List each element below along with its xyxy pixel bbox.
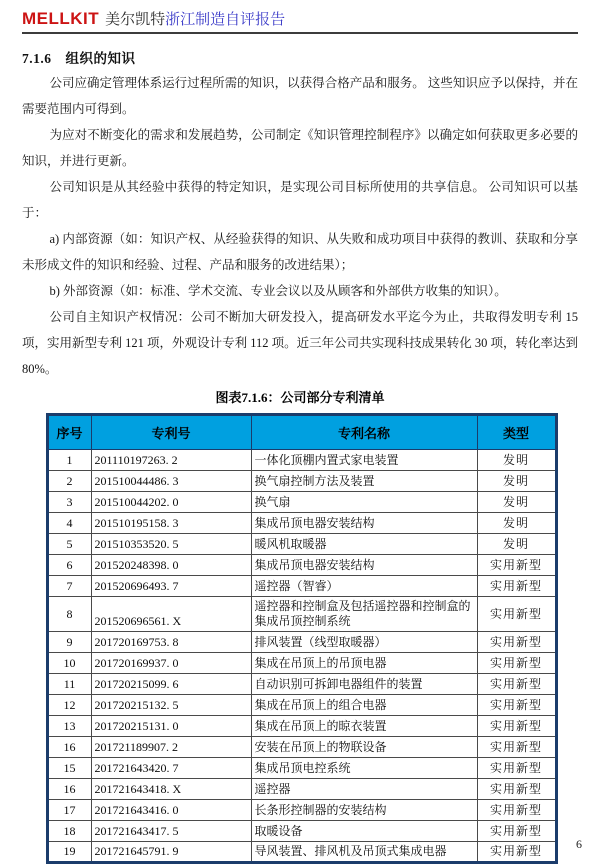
cell-type: 发明 xyxy=(477,492,556,513)
cell-type: 实用新型 xyxy=(477,653,556,674)
paragraph: a) 内部资源（如：知识产权、从经验获得的知识、从失败和成功项目中获得的教训、获取和分享未形成文件的知识和经验、过程、产品和服务的改进结果）； xyxy=(22,232,578,272)
paragraph: 为应对不断变化的需求和发展趋势，公司制定《知识管理控制程序》以确定如何获取更多必要的知识，并进行更新。 xyxy=(22,128,578,168)
header-title-report: 浙江制造自评报告 xyxy=(165,12,286,28)
cell-patent-name: 长条形控制器的安装结构 xyxy=(251,800,477,821)
cell-patent-name: 取暖设备 xyxy=(251,821,477,842)
cell-patent-number: 201520696493. 7 xyxy=(91,576,251,597)
cell-patent-number: 201721189907. 2 xyxy=(91,737,251,758)
table-row xyxy=(47,653,556,674)
cell-patent-name: 暖风机取暖器 xyxy=(251,534,477,555)
cell-patent-number: 201720169937. 0 xyxy=(91,653,251,674)
patent-table-wrap xyxy=(46,413,555,864)
column-header: 类型 xyxy=(477,415,556,450)
cell-patent-number: 201520248398. 0 xyxy=(91,555,251,576)
table-row xyxy=(47,471,556,492)
cell-patent-name: 导风装置、排风机及吊顶式集成电器 xyxy=(251,842,477,863)
cell-type: 发明 xyxy=(477,471,556,492)
cell-patent-name: 集成吊顶电控系统 xyxy=(251,758,477,779)
table-row xyxy=(47,632,556,653)
paragraph: 公司应确定管理体系运行过程所需的知识，以获得合格产品和服务。 这些知识应予以保持，并在需要范围内可得到。 xyxy=(22,76,578,116)
cell-patent-name: 一体化顶棚内置式家电装置 xyxy=(251,450,477,471)
cell-patent-name: 集成在吊顶上的晾衣装置 xyxy=(251,716,477,737)
table-row xyxy=(47,758,556,779)
table-row xyxy=(47,674,556,695)
cell-seq: 13 xyxy=(47,716,91,737)
cell-patent-number: 201720215132. 5 xyxy=(91,695,251,716)
column-header: 序号 xyxy=(47,415,91,450)
cell-type: 发明 xyxy=(477,513,556,534)
page-number: 6 xyxy=(576,837,582,851)
cell-seq: 2 xyxy=(47,471,91,492)
cell-seq: 7 xyxy=(47,576,91,597)
cell-seq: 17 xyxy=(47,800,91,821)
cell-patent-number: 201720215099. 6 xyxy=(91,674,251,695)
section-heading xyxy=(22,47,578,67)
document-content xyxy=(22,47,578,864)
cell-seq: 19 xyxy=(47,842,91,863)
cell-patent-number: 201520696561. X xyxy=(91,597,251,632)
cell-patent-name: 集成吊顶电器安装结构 xyxy=(251,513,477,534)
table-row xyxy=(47,800,556,821)
cell-patent-name: 集成在吊顶上的组合电器 xyxy=(251,695,477,716)
cell-patent-number: 201510044202. 0 xyxy=(91,492,251,513)
table-row xyxy=(47,555,556,576)
table-row xyxy=(47,513,556,534)
cell-type: 实用新型 xyxy=(477,632,556,653)
cell-patent-name: 遥控器（智睿） xyxy=(251,576,477,597)
cell-type: 实用新型 xyxy=(477,555,556,576)
column-header: 专利号 xyxy=(91,415,251,450)
cell-patent-name: 集成在吊顶上的吊顶电器 xyxy=(251,653,477,674)
table-row xyxy=(47,779,556,800)
paragraph: 公司知识是从其经验中获得的特定知识，是实现公司目标所使用的共享信息。 公司知识可以基于： xyxy=(22,180,578,220)
paragraph: b) 外部资源（如：标准、学术交流、专业会议以及从顾客和外部供方收集的知识）。 xyxy=(49,284,507,298)
cell-patent-name: 排风装置（线型取暖器） xyxy=(251,632,477,653)
cell-seq: 8 xyxy=(47,597,91,632)
cell-seq: 5 xyxy=(47,534,91,555)
cell-patent-name: 换气扇 xyxy=(251,492,477,513)
cell-seq: 16 xyxy=(47,737,91,758)
header-title-company: 美尔凯特 xyxy=(105,12,166,28)
table-row xyxy=(47,821,556,842)
table-body xyxy=(47,450,556,863)
brand-logo-text: MELLKIT xyxy=(22,9,100,28)
table-row xyxy=(47,695,556,716)
cell-type: 实用新型 xyxy=(477,576,556,597)
cell-seq: 9 xyxy=(47,632,91,653)
cell-seq: 3 xyxy=(47,492,91,513)
cell-seq: 16 xyxy=(47,779,91,800)
cell-seq: 18 xyxy=(47,821,91,842)
page-header xyxy=(22,8,578,34)
paragraph: 公司自主知识产权情况：公司不断加大研发投入，提高研发水平迄今为止，共取得发明专利 15 项，实用新型专利 121 项，外观设计专利 112 项。近三年公司共实现科技成果转化 30 项，转化率达到 80%。 xyxy=(22,310,578,376)
cell-type: 实用新型 xyxy=(477,737,556,758)
cell-type: 实用新型 xyxy=(477,597,556,632)
cell-seq: 15 xyxy=(47,758,91,779)
table-row xyxy=(47,842,556,863)
cell-patent-number: 201720215131. 0 xyxy=(91,716,251,737)
cell-patent-number: 201510353520. 5 xyxy=(91,534,251,555)
cell-patent-number: 201721643417. 5 xyxy=(91,821,251,842)
column-header: 专利名称 xyxy=(251,415,477,450)
cell-patent-name: 换气扇控制方法及装置 xyxy=(251,471,477,492)
cell-patent-number: 201721643420. 7 xyxy=(91,758,251,779)
table-row xyxy=(47,492,556,513)
cell-patent-number: 201721643418. X xyxy=(91,779,251,800)
table-row xyxy=(47,534,556,555)
cell-patent-name: 安装在吊顶上的物联设备 xyxy=(251,737,477,758)
table-caption: 图表7.1.6：公司部分专利清单 xyxy=(215,390,385,405)
table-row xyxy=(47,597,556,632)
cell-type: 发明 xyxy=(477,450,556,471)
cell-seq: 12 xyxy=(47,695,91,716)
cell-patent-number: 201110197263. 2 xyxy=(91,450,251,471)
cell-seq: 6 xyxy=(47,555,91,576)
table-row xyxy=(47,737,556,758)
cell-type: 实用新型 xyxy=(477,758,556,779)
cell-type: 实用新型 xyxy=(477,821,556,842)
cell-patent-number: 201510044486. 3 xyxy=(91,471,251,492)
cell-seq: 4 xyxy=(47,513,91,534)
patent-table xyxy=(46,413,558,864)
cell-patent-name: 遥控器和控制盒及包括遥控器和控制盒的集成吊顶控制系统 xyxy=(251,597,477,632)
table-row xyxy=(47,716,556,737)
table-row xyxy=(47,576,556,597)
cell-patent-number: 201720169753. 8 xyxy=(91,632,251,653)
cell-seq: 11 xyxy=(47,674,91,695)
cell-patent-number: 201510195158. 3 xyxy=(91,513,251,534)
paragraphs xyxy=(22,70,578,382)
cell-type: 实用新型 xyxy=(477,779,556,800)
cell-type: 实用新型 xyxy=(477,695,556,716)
section-number: 7.1.6 xyxy=(22,51,52,66)
cell-patent-name: 遥控器 xyxy=(251,779,477,800)
table-header-row xyxy=(47,415,556,450)
cell-patent-number: 201721643416. 0 xyxy=(91,800,251,821)
cell-type: 实用新型 xyxy=(477,842,556,863)
cell-patent-name: 自动识别可拆卸电器组件的装置 xyxy=(251,674,477,695)
cell-patent-name: 集成吊顶电器安装结构 xyxy=(251,555,477,576)
cell-type: 实用新型 xyxy=(477,716,556,737)
cell-seq: 1 xyxy=(47,450,91,471)
cell-type: 发明 xyxy=(477,534,556,555)
table-row xyxy=(47,450,556,471)
cell-patent-number: 201721645791. 9 xyxy=(91,842,251,863)
cell-type: 实用新型 xyxy=(477,800,556,821)
section-title: 组织的知识 xyxy=(65,51,136,66)
cell-type: 实用新型 xyxy=(477,674,556,695)
cell-seq: 10 xyxy=(47,653,91,674)
